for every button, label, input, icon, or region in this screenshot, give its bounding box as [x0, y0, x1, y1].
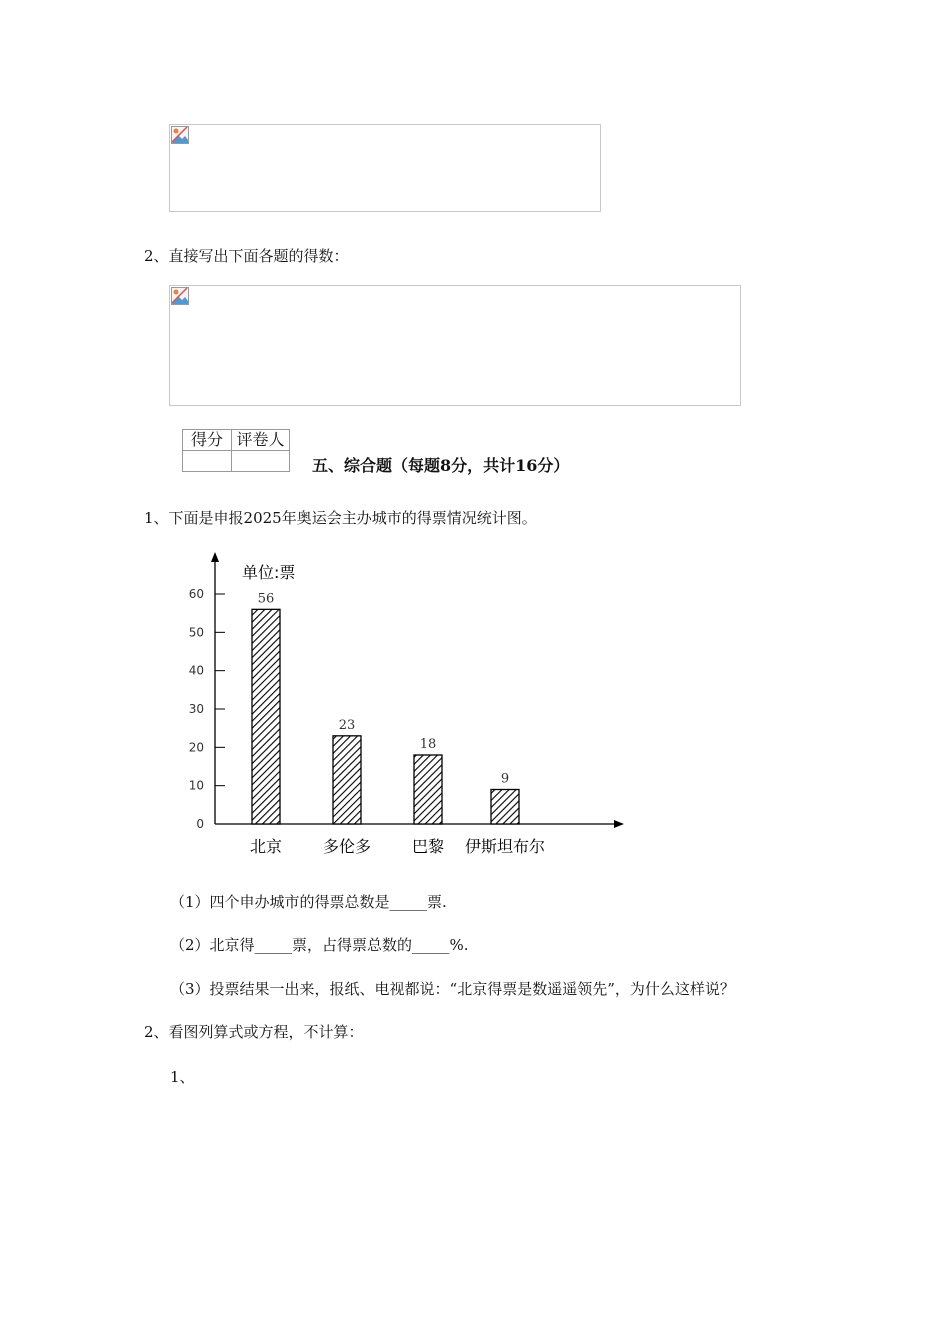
bar-value-label: 18	[419, 737, 437, 752]
y-tick-label: 50	[188, 625, 204, 640]
x-axis-arrow	[614, 820, 624, 828]
sub-question-3: （3）投票结果一出来，报纸、电视都说：“北京得票是数遥遥领先”，为什么这样说？	[170, 980, 735, 998]
score-table	[182, 429, 290, 472]
y-tick-label: 0	[196, 817, 204, 831]
score-header: 得分	[183, 430, 232, 451]
question-2-label: 2、直接写出下面各题的得数：	[144, 247, 349, 265]
category-label: 伊斯坦布尔	[464, 837, 546, 856]
category-label: 多伦多	[322, 837, 372, 856]
grader-header: 评卷人	[232, 430, 290, 451]
bar	[491, 790, 519, 825]
bar-value-label: 9	[500, 771, 510, 787]
question-1-label: 1、下面是申报2025年奥运会主办城市的得票情况统计图。	[144, 509, 537, 527]
bar-value-label: 56	[257, 591, 275, 607]
y-tick-label: 40	[188, 663, 204, 678]
y-tick-label: 30	[188, 702, 204, 716]
score-cell	[183, 451, 232, 472]
sub-question-2: （2）北京得_____票，占得票总数的_____%.	[170, 936, 469, 954]
question-2b-label: 2、看图列算式或方程，不计算：	[144, 1023, 364, 1041]
image-placeholder-1	[169, 124, 601, 212]
bar	[252, 609, 280, 824]
bar-chart	[170, 548, 640, 868]
grader-cell	[232, 451, 290, 472]
bar	[333, 736, 361, 824]
y-tick-label: 10	[188, 778, 204, 793]
category-label: 巴黎	[411, 837, 445, 856]
section-title: 五、综合题（每题8分，共计16分）	[312, 456, 570, 475]
broken-image-icon	[171, 287, 189, 305]
question-2b-item-1: 1、	[170, 1068, 195, 1086]
chart-unit-label: 单位:票	[242, 563, 296, 582]
y-tick-label: 60	[188, 587, 204, 601]
bar-value-label: 23	[338, 717, 356, 733]
broken-image-icon	[171, 126, 189, 144]
sub-question-1: （1）四个申办城市的得票总数是_____票.	[170, 893, 447, 911]
category-label: 北京	[249, 837, 283, 856]
y-axis-arrow	[211, 552, 219, 562]
image-placeholder-2	[169, 285, 741, 406]
bar	[414, 755, 442, 824]
y-tick-label: 20	[188, 740, 204, 755]
